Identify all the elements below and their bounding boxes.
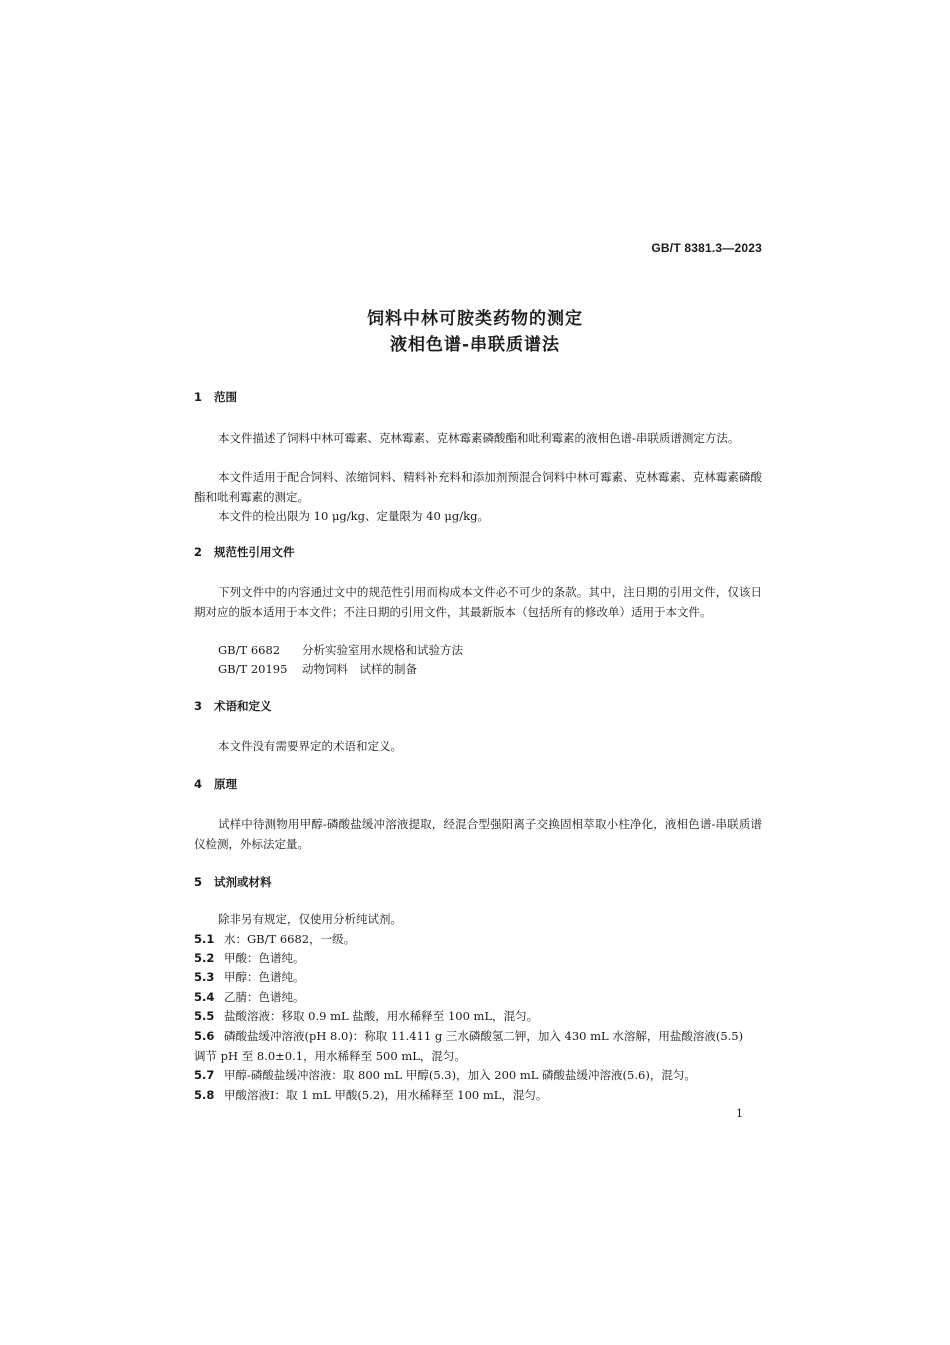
reference-code: GB/T 20195	[218, 662, 288, 676]
list-item	[194, 1085, 762, 1105]
section-title: 试剂或材料	[214, 875, 272, 889]
section-5-intro: 除非另有规定，仅使用分析纯试剂。	[218, 912, 402, 926]
list-item	[194, 929, 762, 949]
item-number: 5.3	[194, 970, 215, 984]
item-number: 5.1	[194, 932, 215, 946]
list-item	[194, 948, 762, 968]
section-title: 术语和定义	[214, 699, 272, 713]
page-number: 1	[736, 1107, 743, 1120]
section-2-heading	[194, 544, 295, 560]
section-title: 原理	[214, 777, 237, 791]
item-text: 乙腈：色谱纯。	[224, 990, 305, 1004]
reference-code: GB/T 6682	[218, 643, 281, 657]
section-4-paragraph-1: 试样中待测物用甲醇-磷酸盐缓冲溶液提取，经混合型强阳离子交换固相萃取小柱净化，液相色谱-串联质谱仪检测，外标法定量。	[194, 817, 762, 851]
list-item	[194, 967, 762, 987]
item-number: 5.5	[194, 1009, 215, 1023]
list-item	[194, 987, 762, 1007]
list-item	[194, 1006, 762, 1026]
item-text: 甲酸：色谱纯。	[224, 951, 305, 965]
item-text-continuation: 调节 pH 至 8.0±0.1，用水稀释至 500 mL，混匀。	[194, 1049, 466, 1063]
section-3-paragraph-1: 本文件没有需要界定的术语和定义。	[218, 739, 402, 753]
reference-title: 动物饲料 试样的制备	[302, 662, 417, 676]
item-text: 盐酸溶液：移取 0.9 mL 盐酸，用水稀释至 100 mL，混匀。	[224, 1009, 539, 1023]
item-number: 5.6	[194, 1029, 215, 1043]
document-title-line2: 液相色谱-串联质谱法	[389, 335, 561, 355]
item-text: 甲醇：色谱纯。	[224, 970, 305, 984]
section-title: 范围	[214, 390, 237, 404]
section-1-paragraph-2: 本文件适用于配合饲料、浓缩饲料、精料补充料和添加剂预混合饲料中林可霉素、克林霉素、克林霉素磷酸酯和吡利霉素的测定。	[194, 470, 762, 504]
section-number: 3	[194, 699, 203, 713]
item-number: 5.2	[194, 951, 215, 965]
item-text: 水：GB/T 6682，一级。	[224, 932, 356, 946]
section-1-paragraph-3: 本文件的检出限为 10 μg/kg、定量限为 40 μg/kg。	[218, 509, 489, 523]
item-number: 5.8	[194, 1088, 215, 1102]
document-title-line1: 饲料中林可胺类药物的测定	[367, 309, 583, 329]
reference-title: 分析实验室用水规格和试验方法	[302, 643, 463, 657]
section-4-heading	[194, 776, 237, 792]
list-item	[194, 1026, 762, 1066]
item-text: 磷酸盐缓冲溶液(pH 8.0)：称取 11.411 g 三水磷酸氢二钾，加入 430 mL 水溶解，用盐酸溶液(5.5)	[224, 1029, 744, 1043]
normative-reference-1	[218, 640, 463, 660]
section-number: 5	[194, 875, 203, 889]
section-number: 4	[194, 777, 203, 791]
normative-reference-2	[218, 659, 417, 679]
item-text: 甲醇-磷酸盐缓冲溶液：取 800 mL 甲醇(5.3)，加入 200 mL 磷酸盐缓冲溶液(5.6)，混匀。	[224, 1068, 696, 1082]
section-number: 1	[194, 390, 203, 404]
section-3-heading	[194, 698, 272, 714]
section-2-paragraph-1: 下列文件中的内容通过文中的规范性引用而构成本文件必不可少的条款。其中，注日期的引用文件，仅该日期对应的版本适用于本文件；不注日期的引用文件，其最新版本（包括所有的修改单）适用于本文件。	[194, 585, 762, 619]
item-number: 5.4	[194, 990, 215, 1004]
standard-code: GB/T 8381.3—2023	[651, 241, 762, 255]
section-title: 规范性引用文件	[214, 545, 295, 559]
item-text: 甲酸溶液Ⅰ：取 1 mL 甲酸(5.2)，用水稀释至 100 mL，混匀。	[224, 1088, 548, 1102]
item-number: 5.7	[194, 1068, 215, 1082]
list-item	[194, 1065, 762, 1085]
section-5-heading	[194, 874, 272, 890]
section-number: 2	[194, 545, 203, 559]
section-1-paragraph-1: 本文件描述了饲料中林可霉素、克林霉素、克林霉素磷酸酯和吡利霉素的液相色谱-串联质谱测定方法。	[218, 431, 740, 445]
section-1-heading	[194, 389, 237, 405]
